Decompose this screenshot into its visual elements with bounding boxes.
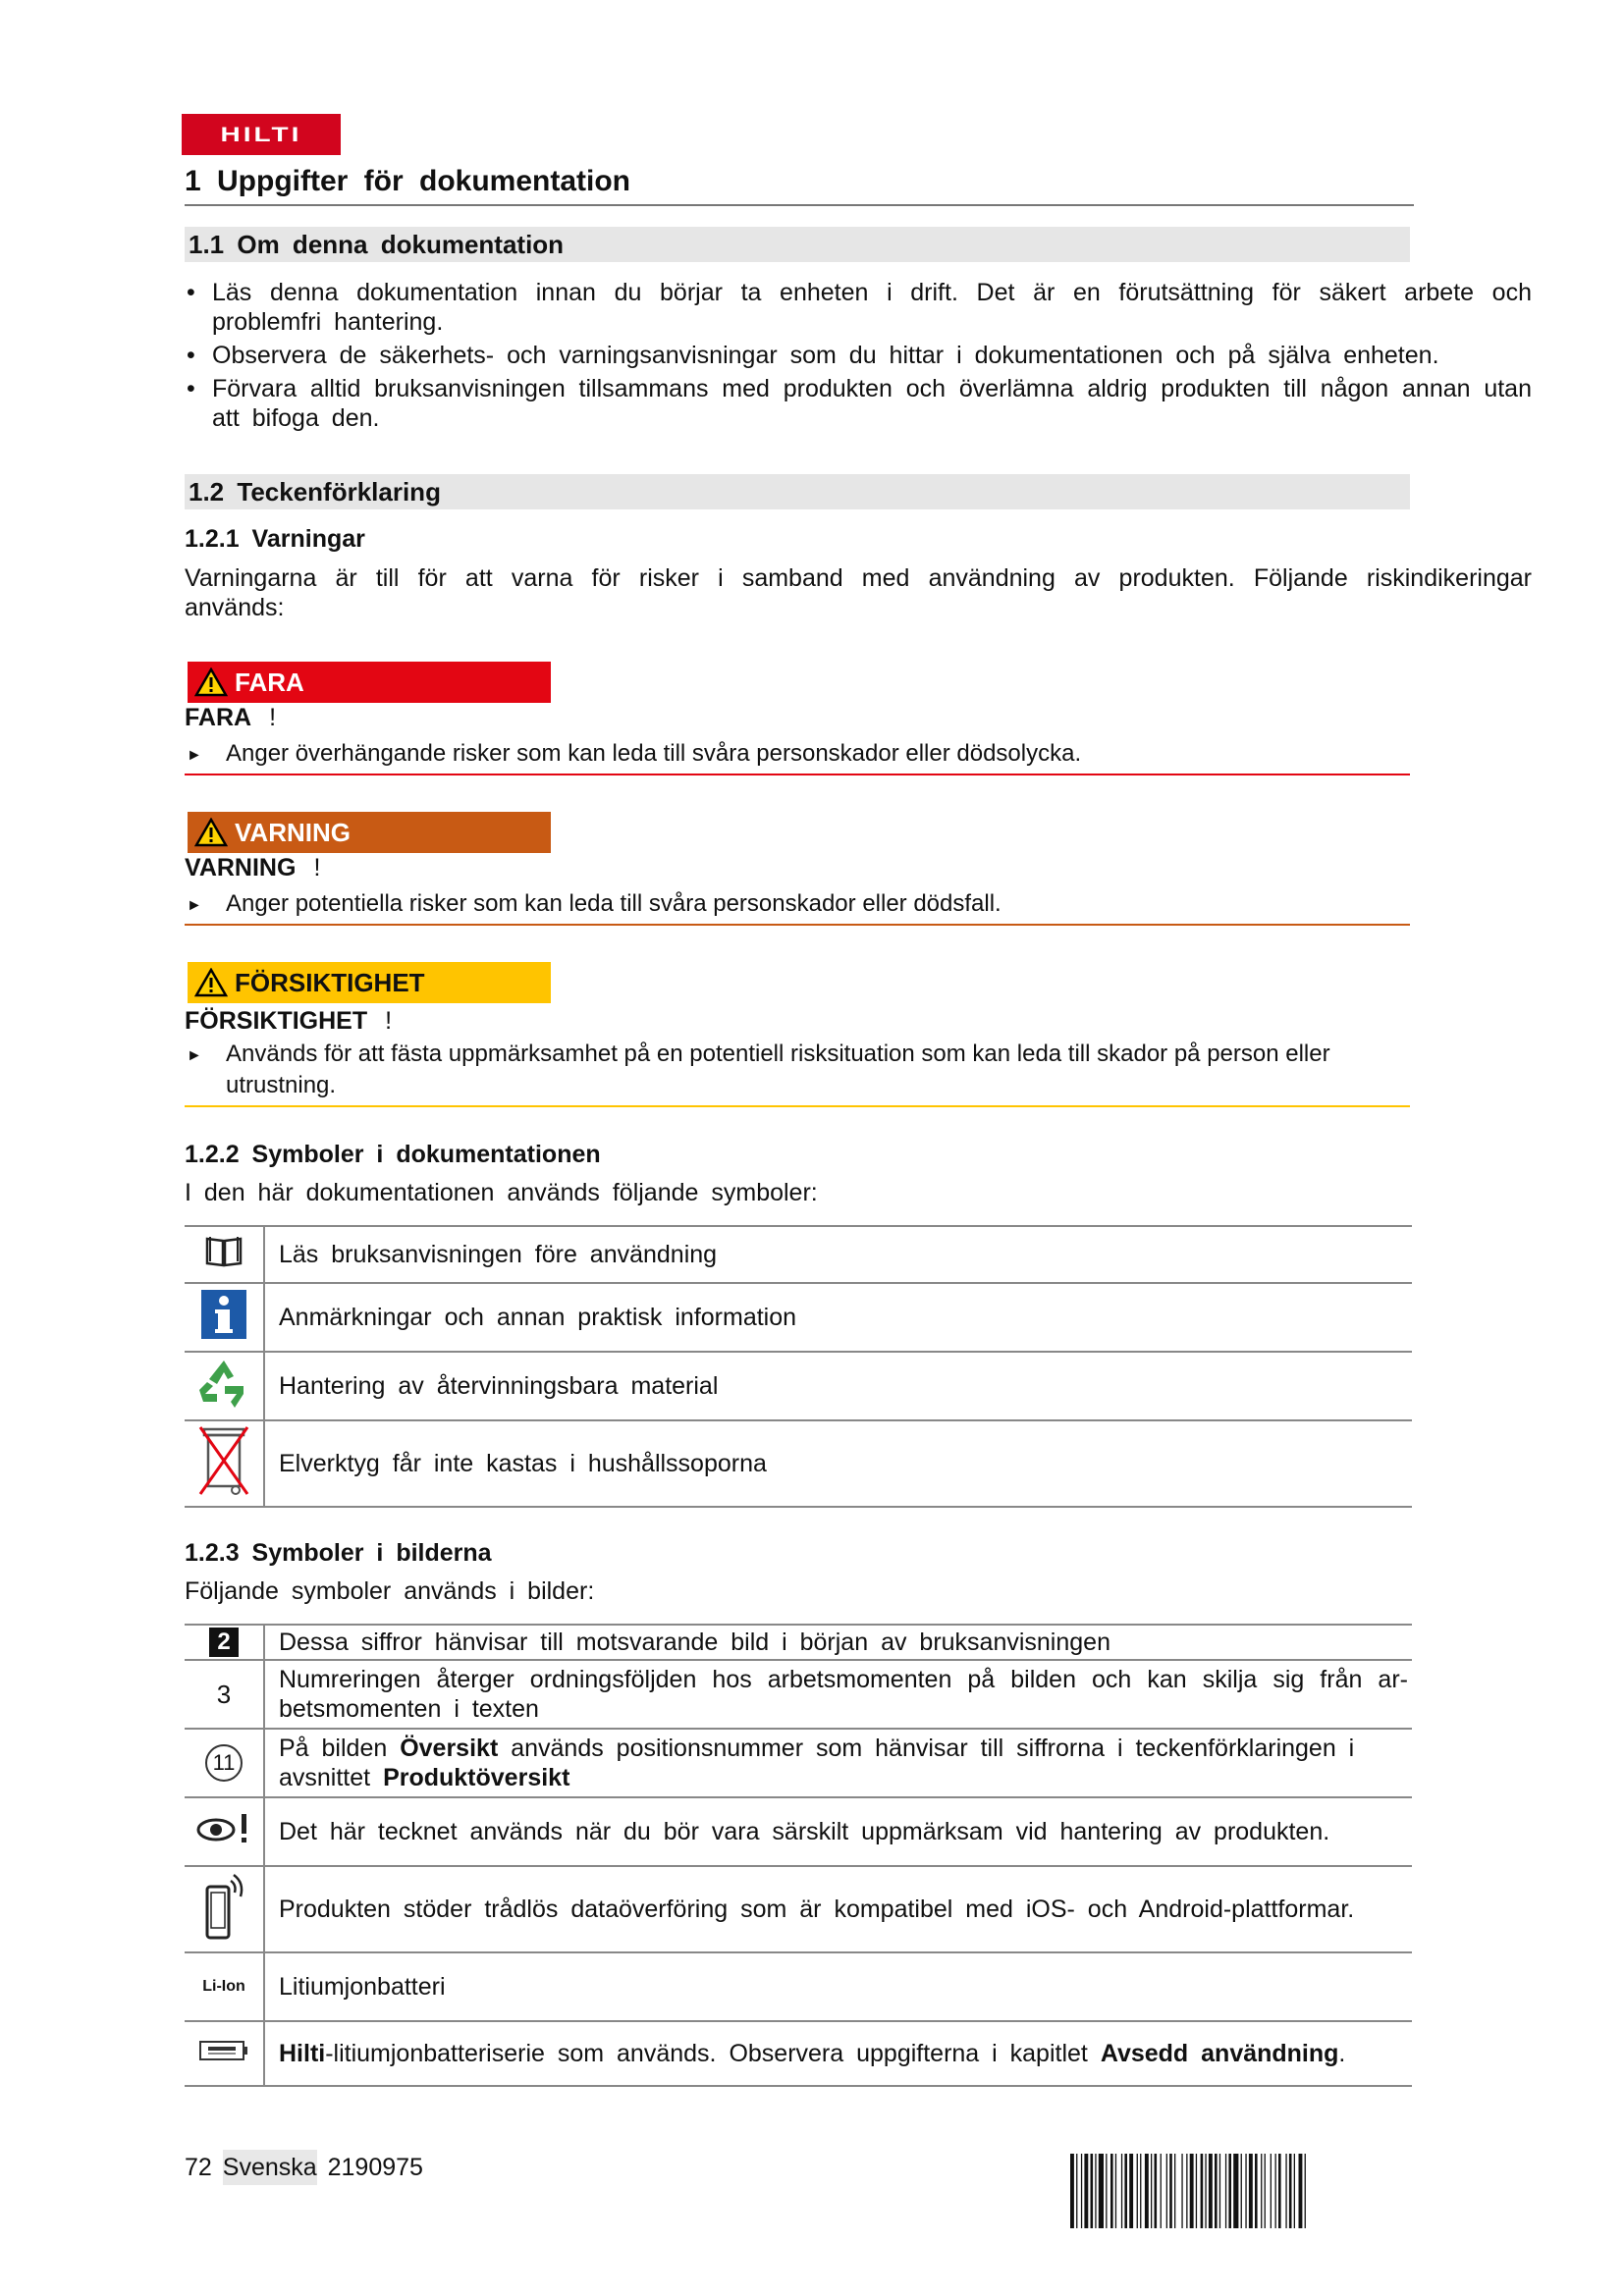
wireless-phone-icon: [185, 1866, 264, 1952]
hilti-logo: HILTI: [182, 114, 341, 155]
barcode-bar: [1265, 2154, 1266, 2228]
caution-title: FÖRSIKTIGHET !: [185, 1007, 393, 1035]
section-1-2-3-title: 1.2.3 Symboler i bilderna: [185, 1539, 492, 1567]
arrow-bullet-icon: ►: [187, 1047, 202, 1064]
barcode-bar: [1137, 2154, 1138, 2228]
barcode-bar: [1305, 2154, 1306, 2228]
section-1-2-title: 1.2 Teckenförklaring: [185, 474, 1410, 509]
warning-title: VARNING !: [185, 854, 321, 881]
barcode-bar: [1121, 2154, 1122, 2228]
barcode-bar: [1299, 2154, 1303, 2228]
barcode-bar: [1261, 2154, 1262, 2228]
page-number: 72: [185, 2154, 212, 2181]
section-1-1-bullets: [185, 278, 1532, 437]
danger-title: FARA !: [185, 704, 277, 731]
book-icon: [185, 1226, 264, 1283]
li-ion-label-icon: Li-Ion: [185, 1952, 264, 2021]
table-row: 3 Numreringen återger ordningsföljden hos arbetsmomenten på bilden och kan skilja sig från arbetsmomenten i texten: [185, 1660, 1412, 1729]
barcode-bar: [1174, 2154, 1175, 2228]
caution-signal-label: FÖRSIKTIGHET: [188, 962, 551, 1003]
image-symbols-table: [185, 1624, 1412, 2087]
info-icon: [185, 1283, 264, 1352]
document-number: 2190975: [327, 2154, 423, 2181]
barcode-bar: [1209, 2154, 1213, 2228]
barcode-bar: [1285, 2154, 1286, 2228]
bullet-item: • Läs denna dokumentation innan du börjar ta enheten i drift. Det är en förutsättning för säkert arbete och problemfri hantering.: [185, 278, 1532, 337]
table-row: Li-Ion Litiumjonbatteri: [185, 1952, 1412, 2021]
crossed-bin-icon: [185, 1420, 264, 1507]
barcode-bar: [1169, 2154, 1172, 2228]
table-row: Produkten stöder trådlös dataöverföring som är kompatibel med iOS- och Android-plattformar.: [185, 1866, 1412, 1952]
barcode-bar: [1190, 2154, 1194, 2228]
table-row: Anmärkningar och annan praktisk information: [185, 1283, 1412, 1352]
table-row: 2 Dessa siffror hänvisar till motsvarande bild i början av bruksanvisningen: [185, 1625, 1412, 1660]
table-row: Det här tecknet används när du bör vara särskilt uppmärksam vid hantering av produkten.: [185, 1797, 1412, 1866]
barcode-bar: [1219, 2154, 1220, 2228]
barcode-bar: [1084, 2154, 1088, 2228]
section-1-2-2-title: 1.2.2 Symboler i dokumentationen: [185, 1141, 601, 1168]
table-row: Läs bruksanvisningen före användning: [185, 1226, 1412, 1283]
arrow-bullet-icon: ►: [187, 897, 202, 914]
barcode-bar: [1161, 2154, 1162, 2228]
language-label: Svenska: [223, 2150, 317, 2185]
warning-text: ► Anger potentiella risker som kan leda till svåra personskador eller dödsfall.: [185, 888, 1410, 926]
page-footer: [185, 2154, 423, 2182]
barcode-bar: [1196, 2154, 1197, 2228]
table-row: 11 På bilden Översikt används positionsnummer som hänvisar till siffrorna i teckenförklaringen i avsnittet Produktöversikt: [185, 1729, 1412, 1797]
barcode-bar: [1255, 2154, 1258, 2228]
barcode-bar: [1278, 2154, 1281, 2228]
barcode-bar: [1294, 2154, 1295, 2228]
warning-signal-label: VARNING: [188, 812, 551, 853]
barcode-bar: [1228, 2154, 1231, 2228]
barcode-bar: [1129, 2154, 1133, 2228]
bullet-item: • Förvara alltid bruksanvisningen tillsammans med produkten och överlämna aldrig produkten till någon annan utan att bifoga den.: [185, 374, 1532, 433]
table-row: Hilti-litiumjonbatteriserie som används. Observera uppgifterna i kapitlet Avsedd användning.: [185, 2021, 1412, 2086]
barcode-bar: [1091, 2154, 1094, 2228]
recycle-icon: [185, 1352, 264, 1420]
barcode-bar: [1140, 2154, 1141, 2228]
barcode-bar: [1225, 2154, 1226, 2228]
barcode-bar: [1076, 2154, 1077, 2228]
figure-number-icon: 2: [185, 1625, 264, 1660]
step-number-icon: 3: [185, 1660, 264, 1729]
barcode-bar: [1205, 2154, 1206, 2228]
barcode-bar: [1115, 2154, 1116, 2228]
warning-triangle-icon: [188, 667, 235, 697]
barcode-bar: [1201, 2154, 1204, 2228]
barcode-bar: [1241, 2154, 1242, 2228]
barcode-bar: [1215, 2154, 1218, 2228]
barcode-bar: [1186, 2154, 1187, 2228]
section-1-1-title: 1.1 Om denna dokumentation: [185, 227, 1410, 262]
barcode-bar: [1245, 2154, 1246, 2228]
bullet-item: • Observera de säkerhets- och varningsanvisningar som du hittar i dokumentationen och på själva enheten.: [185, 341, 1532, 370]
arrow-bullet-icon: ►: [187, 747, 202, 764]
section-1-2-2-intro: I den här dokumentationen används följande symboler:: [185, 1179, 818, 1206]
barcode-bar: [1095, 2154, 1096, 2228]
warning-triangle-icon: [188, 818, 235, 847]
barcode-bar: [1155, 2154, 1158, 2228]
barcode-bar: [1233, 2154, 1238, 2228]
barcode-bar: [1099, 2154, 1104, 2228]
danger-text: ► Anger överhängande risker som kan leda till svåra personskador eller dödsolycka.: [185, 738, 1410, 775]
barcode-bar: [1181, 2154, 1182, 2228]
barcode-bar: [1249, 2154, 1253, 2228]
section-1-2-3-intro: Följande symboler används i bilder:: [185, 1577, 595, 1605]
warning-triangle-icon: [188, 968, 235, 997]
table-row: Elverktyg får inte kastas i hushållssoporna: [185, 1420, 1412, 1507]
barcode-bar: [1081, 2154, 1082, 2228]
caution-text: ► Används för att fästa uppmärksamhet på en potentiell risksituation som kan leda till skador på person eller utrustning.: [185, 1039, 1410, 1107]
barcode-bar: [1145, 2154, 1149, 2228]
table-row: Hantering av återvinningsbara material: [185, 1352, 1412, 1420]
barcode-bar: [1166, 2154, 1167, 2228]
danger-signal-label: FARA: [188, 662, 551, 703]
barcode-bar: [1289, 2154, 1292, 2228]
barcode-bar: [1151, 2154, 1152, 2228]
chapter-title: 1 Uppgifter för dokumentation: [185, 165, 1414, 206]
barcode-bar: [1110, 2154, 1113, 2228]
barcode-bar: [1124, 2154, 1127, 2228]
section-1-2-1-title: 1.2.1 Varningar: [185, 525, 365, 553]
barcode-bar: [1271, 2154, 1272, 2228]
position-number-icon: 11: [185, 1729, 264, 1797]
section-1-2-1-text: Varningarna är till för att varna för risker i samband med användning av produkten. Följande riskindikeringar används:: [185, 564, 1532, 621]
doc-symbols-table: [185, 1225, 1412, 1508]
barcode-bar: [1070, 2154, 1074, 2228]
eye-attention-icon: [185, 1797, 264, 1866]
barcode-bar: [1106, 2154, 1107, 2228]
barcode: [1070, 2154, 1412, 2228]
battery-series-icon: [185, 2021, 264, 2086]
barcode-bar: [1275, 2154, 1276, 2228]
